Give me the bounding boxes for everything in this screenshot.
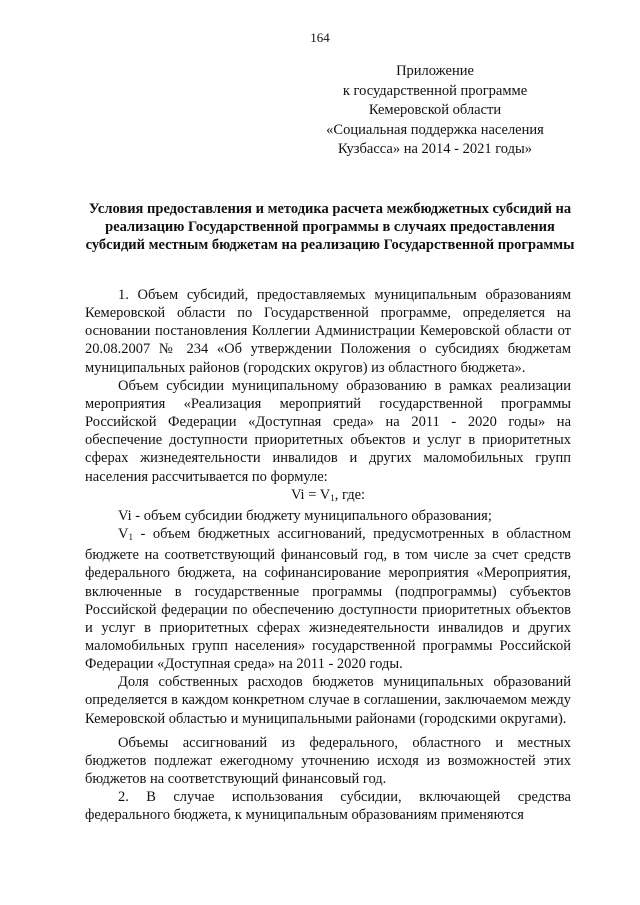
paragraph-4: [85, 525, 571, 673]
paragraph-7: 2. В случае использования субсидии, включающей средства федерального бюджета, к муниципальным образованиям применяются: [85, 789, 571, 824]
page-number: 164: [310, 30, 330, 45]
paragraph-1: 1. Объем субсидий, предоставляемых муниципальным образованиям Кемеровской области по Государственной программе, определяется на основании постановления Коллегии Администрации Кемеровской области от 20.08.2007 № 234 «Об утверждении Положения о субсидиях бюджетам муниципальных районов (городских округов) из областного бюджета».: [85, 287, 571, 376]
paragraph-4-lead: V: [118, 526, 129, 543]
appendix-line-3: Кемеровской области: [368, 102, 502, 118]
appendix-line-1: Приложение: [396, 63, 474, 79]
document-heading: Условия предоставления и методика расчета межбюджетных субсидий на реализацию Государственной программы в случаях предоставления субсидий местным бюджетам на реализацию Государственной программы: [85, 201, 575, 254]
paragraph-3: Vi - объем субсидии бюджету муниципального образования;: [118, 507, 492, 524]
formula-subscript: 1: [330, 492, 335, 503]
appendix-line-4: «Социальная поддержка населения: [326, 121, 544, 138]
paragraph-5: Доля собственных расходов бюджетов муниципальных образований определяется в каждом конкретном случае в соглашении, заключаемом между Кемеровской областью и муниципальными районами (городскими округами).: [85, 674, 571, 727]
appendix-header: [300, 62, 570, 160]
formula: [85, 486, 571, 507]
formula-left: Vi = V: [290, 486, 331, 503]
paragraph-4-text: - объем бюджетных ассигнований, предусмотренных в областном бюджете на соответствующий финансовый год, в том числе за счет средств федерального бюджета, на софинансирование мероприятия «Мероприятия, включенные в государственные программы (подпрограммы) субъектов Российской федерации по обеспечению доступности приоритетных объектов и услуг в приоритетных сферах жизнедеятельности инвалидов и других маломобильных групп населения» государственной программы Российской Федерации «Доступная среда» на 2011 - 2020 годы.: [85, 526, 571, 673]
paragraph-4-subscript: 1: [128, 532, 133, 543]
paragraph-6: Объемы ассигнований из федерального, областного и местных бюджетов подлежат ежегодному уточнению исходя из возможностей этих бюджетов на соответствующий финансовый год.: [85, 734, 571, 788]
appendix-line-2: к государственной программе: [342, 82, 528, 99]
document-body: [85, 286, 571, 825]
paragraph-2: Объем субсидии муниципальному образованию в рамках реализации мероприятия «Реализация мероприятий государственной программы Российской Федерации «Доступная среда» на 2011 - 2020 годы» на обеспечение доступности приоритетных объектов и услуг в приоритетных сферах жизнедеятельности инвалидов и других маломобильных групп населения рассчитывается по формуле:: [85, 377, 571, 485]
formula-right: , где:: [334, 486, 366, 503]
appendix-line-5: Кузбасса» на 2014 - 2021 годы»: [337, 141, 533, 157]
